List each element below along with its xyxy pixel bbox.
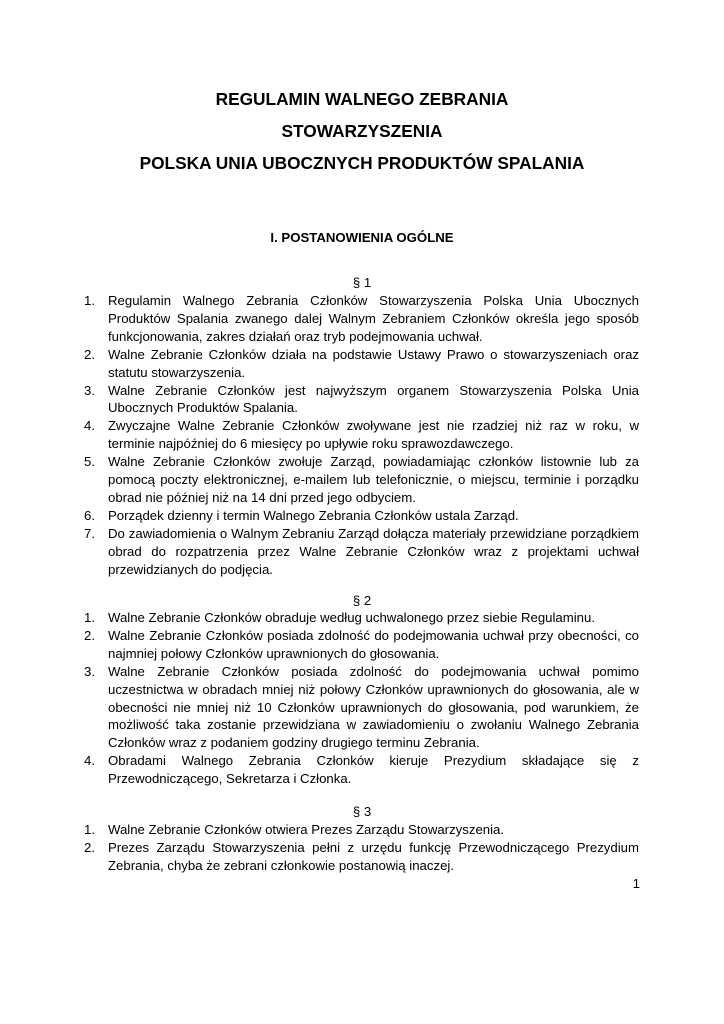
paragraph-label-2: § 2 <box>352 593 372 608</box>
item-text: Walne Zebranie Członków otwiera Prezes Zarządu Stowarzyszenia. <box>108 822 505 837</box>
item-number: 1. <box>84 822 95 837</box>
document-title-line-1: REGULAMIN WALNEGO ZEBRANIA <box>215 89 509 109</box>
paragraph-label-1: § 1 <box>352 275 372 290</box>
item-number: 3. <box>84 663 95 679</box>
item-number: 1. <box>84 293 95 308</box>
item-number: 1. <box>84 610 95 625</box>
item-number: 5. <box>84 454 95 470</box>
list-item <box>84 752 639 788</box>
list-item <box>84 382 639 418</box>
list-item <box>84 453 639 507</box>
item-number: 2. <box>84 346 95 362</box>
paragraph-2-list <box>84 609 639 788</box>
item-number: 4. <box>84 418 95 434</box>
item-text: Walne Zebranie Członków posiada zdolność do podejmowania uchwał pomimo uczestnictwa w obradach mniej niż połowy Członków uprawnionych do głosowania, ale w obecności nie mniej niż 10 Członków uprawnionych do głosowania, pod warunkiem, że możliwość taka zostanie przewidziana w zawiadomieniu o zwołaniu Walnego Zebrania Członków wraz z podaniem godziny drugiego terminu Zebrania. <box>108 663 639 751</box>
paragraph-3-list <box>84 821 639 875</box>
item-text: Walne Zebranie Członków posiada zdolność do podejmowania uchwał przy obecności, co najmniej połowy Członków uprawnionych do głosowania. <box>108 627 639 661</box>
list-item <box>84 839 639 875</box>
item-text: Obradami Walnego Zebrania Członków kieruje Prezydium składające się z Przewodniczącego, Sekretarza i Członka. <box>108 753 639 787</box>
document-title-line-3: POLSKA UNIA UBOCZNYCH PRODUKTÓW SPALANIA <box>139 153 585 173</box>
item-text: Prezes Zarządu Stowarzyszenia pełni z urzędu funkcję Przewodniczącego Prezydium Zebrania, chyba że zebrani członkowie postanowią inaczej. <box>108 839 639 873</box>
list-item <box>84 417 639 453</box>
list-item <box>84 525 639 579</box>
item-text: Walne Zebranie Członków obraduje według uchwalonego przez siebie Regulaminu. <box>108 610 595 625</box>
list-item <box>84 609 639 627</box>
item-number: 6. <box>84 507 95 523</box>
list-item <box>84 346 639 382</box>
item-number: 7. <box>84 525 95 541</box>
list-item <box>84 292 639 346</box>
item-number: 2. <box>84 839 95 855</box>
item-number: 3. <box>84 382 95 398</box>
item-text: Walne Zebranie Członków jest najwyższym organem Stowarzyszenia Polska Unia Ubocznych Produktów Spalania. <box>108 382 639 416</box>
item-text: Walne Zebranie Członków działa na podstawie Ustawy Prawo o stowarzyszeniach oraz statutu stowarzyszenia. <box>108 346 639 380</box>
item-number: 4. <box>84 753 95 769</box>
item-text: Regulamin Walnego Zebrania Członków Stowarzyszenia Polska Unia Ubocznych Produktów Spalania zwanego dalej Walnym Zebraniem Członków określa jego sposób funkcjonowania, zakres działań oraz tryb podejmowania uchwał. <box>108 293 639 344</box>
list-item <box>84 627 639 663</box>
item-text: Zwyczajne Walne Zebranie Członków zwoływane jest nie rzadziej niż raz w roku, w terminie najpóźniej do 6 miesięcy po upływie roku sprawozdawczego. <box>108 418 639 452</box>
item-text: Do zawiadomienia o Walnym Zebraniu Zarząd dołącza materiały przewidziane porządkiem obrad do rozpatrzenia przez Walne Zebranie Członków wraz z projektami uchwał przewidzianych do podjęcia. <box>108 525 639 577</box>
list-item <box>84 821 639 839</box>
paragraph-label-3: § 3 <box>352 804 372 819</box>
item-number: 2. <box>84 627 95 643</box>
list-item <box>84 663 639 753</box>
section-heading: I. POSTANOWIENIA OGÓLNE <box>270 230 454 245</box>
item-text: Walne Zebranie Członków zwołuje Zarząd, powiadamiając członków listownie lub za pomocą poczty elektronicznej, e-mailem lub telefonicznie, o miejscu, terminie i porządku obrad nie później niż na 14 dni przed jego odbyciem. <box>108 454 639 505</box>
document-title-line-2: STOWARZYSZENIA <box>281 121 443 141</box>
paragraph-1-list <box>84 292 639 579</box>
page-number: 1 <box>632 876 640 891</box>
item-text: Porządek dzienny i termin Walnego Zebrania Członków ustala Zarząd. <box>108 507 519 523</box>
list-item <box>84 507 639 525</box>
